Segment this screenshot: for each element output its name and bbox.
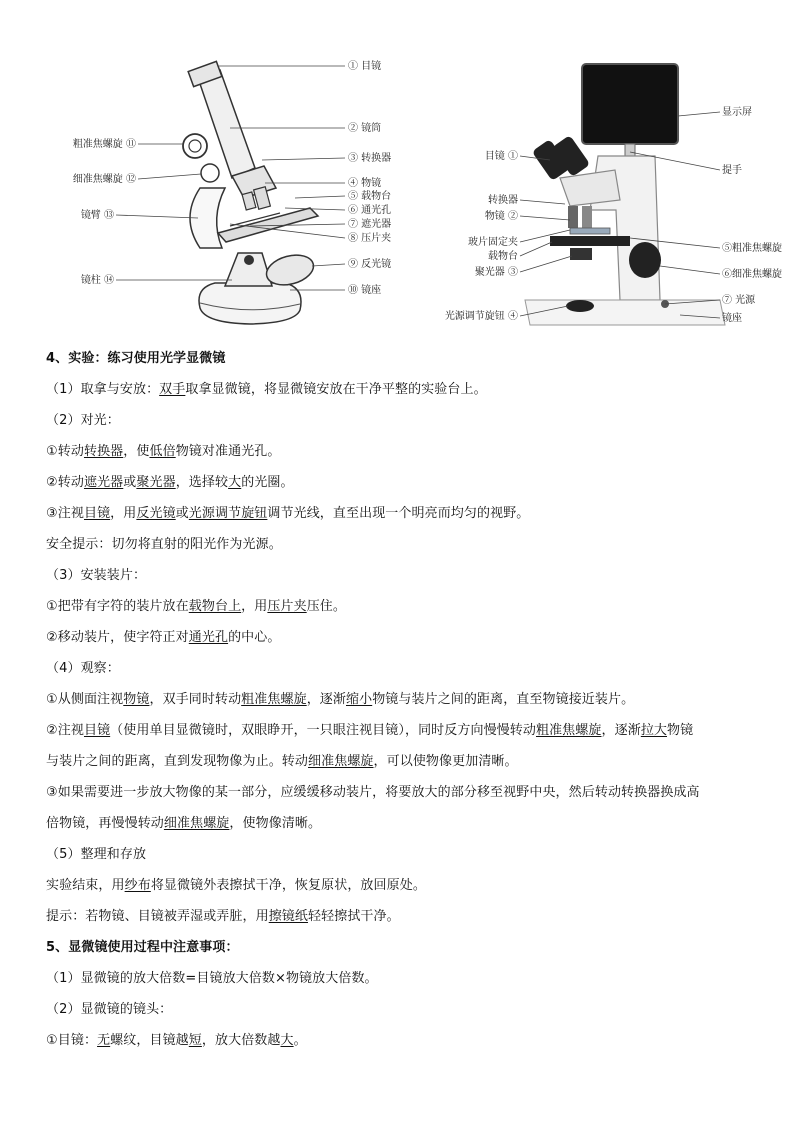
label-base: ⑩ 镜座 bbox=[348, 285, 382, 296]
label-mirror: ⑨ 反光镜 bbox=[348, 259, 392, 270]
label-stage: 载物台 bbox=[488, 251, 518, 262]
step-2-2: ②转动遮光器或聚光器，选择较大的光圈。 bbox=[46, 475, 294, 490]
label-coarse-focus: ⑤粗准焦螺旋 bbox=[722, 243, 782, 254]
label-aperture: ⑥ 通光孔 bbox=[348, 205, 392, 216]
label-stage-clip: ⑧ 压片夹 bbox=[348, 233, 392, 244]
section-5-title: 5、显微镜使用过程中注意事项： bbox=[46, 940, 239, 955]
label-display: 显示屏 bbox=[722, 107, 752, 118]
label-tube: ② 镜筒 bbox=[348, 123, 382, 134]
optical-microscope-diagram bbox=[50, 48, 420, 333]
step-5-1: 实验结束，用纱布将显微镜外表擦拭干净，恢复原状，放回原处。 bbox=[46, 878, 426, 893]
step-4-3: ③如果需要进一步放大物像的某一部分，应缓缓移动装片，将要放大的部分移至视野中央，然后转动转换器换成高 bbox=[46, 785, 700, 800]
step-3-1: ①把带有字符的装片放在载物台上，用压片夹压住。 bbox=[46, 599, 346, 614]
label-eyepiece: 目镜 ① bbox=[484, 151, 518, 162]
tip-note: 提示：若物镜、目镜被弄湿或弄脏，用擦镜纸轻轻擦拭干净。 bbox=[46, 909, 400, 924]
label-nosepiece: 转换器 bbox=[488, 195, 518, 206]
label-objective: ④ 物镜 bbox=[348, 178, 382, 189]
label-base: 镜座 bbox=[722, 313, 742, 324]
label-handle: 提手 bbox=[722, 165, 742, 176]
magnification-rule: （1）显微镜的放大倍数=目镜放大倍数×物镜放大倍数。 bbox=[46, 971, 378, 986]
label-fine-focus: 细准焦螺旋 ⑫ bbox=[72, 174, 136, 185]
label-slide-clip: 玻片固定夹 bbox=[468, 237, 518, 248]
step-4-2-cont: 与装片之间的距离，直到发现物像为止。转动细准焦螺旋，可以使物像更加清晰。 bbox=[46, 754, 518, 769]
step-2-1: ①转动转换器，使低倍物镜对准通光孔。 bbox=[46, 444, 281, 459]
step-3-title: （3）安装装片： bbox=[46, 568, 147, 583]
step-4-1: ①从侧面注视物镜，双手同时转动粗准焦螺旋，逐渐缩小物镜与装片之间的距离，直至物镜接近装片。 bbox=[46, 692, 635, 707]
label-pillar: 镜柱 ⑭ bbox=[80, 275, 114, 286]
step-2-title: （2）对光： bbox=[46, 413, 120, 428]
step-4-3-cont: 倍物镜，再慢慢转动细准焦螺旋，使物像清晰。 bbox=[46, 816, 322, 831]
label-fine-focus: ⑥细准焦螺旋 bbox=[722, 269, 782, 280]
label-eyepiece: ① 目镜 bbox=[348, 61, 382, 72]
step-1: （1）取拿与安放：双手取拿显微镜，将显微镜安放在干净平整的实验台上。 bbox=[46, 382, 487, 397]
label-arm: 镜臂 ⑬ bbox=[80, 210, 114, 221]
label-stage: ⑤ 载物台 bbox=[348, 191, 392, 202]
digital-microscope-diagram bbox=[420, 60, 782, 330]
document-body bbox=[46, 343, 756, 1056]
label-nosepiece: ③ 转换器 bbox=[348, 153, 392, 164]
step-3-2: ②移动装片，使字符正对通光孔的中心。 bbox=[46, 630, 281, 645]
label-objective: 物镜 ② bbox=[484, 211, 518, 222]
label-light-knob: 光源调节旋钮 ④ bbox=[444, 311, 518, 322]
step-5-title: （5）整理和存放 bbox=[46, 847, 147, 862]
lens-title: （2）显微镜的镜头： bbox=[46, 1002, 173, 1017]
section-4-title: 4、实验：练习使用光学显微镜 bbox=[46, 351, 226, 366]
figure-area bbox=[40, 48, 782, 333]
step-4-2: ②注视目镜（使用单目显微镜时，双眼睁开，一只眼注视目镜），同时反方向慢慢转动粗准焦螺旋，逐渐拉大物镜 bbox=[46, 723, 694, 738]
safety-note: 安全提示：切勿将直射的阳光作为光源。 bbox=[46, 537, 282, 552]
label-coarse-focus: 粗准焦螺旋 ⑪ bbox=[72, 139, 136, 150]
label-diaphragm: ⑦ 遮光器 bbox=[348, 219, 392, 230]
step-2-3: ③注视目镜，用反光镜或光源调节旋钮调节光线，直至出现一个明亮而均匀的视野。 bbox=[46, 506, 530, 521]
label-light-source: ⑦ 光源 bbox=[722, 295, 756, 306]
eyepiece-note: ①目镜：无螺纹，目镜越短，放大倍数越大。 bbox=[46, 1033, 307, 1048]
label-condenser: 聚光器 ③ bbox=[474, 267, 518, 278]
step-4-title: （4）观察： bbox=[46, 661, 120, 676]
